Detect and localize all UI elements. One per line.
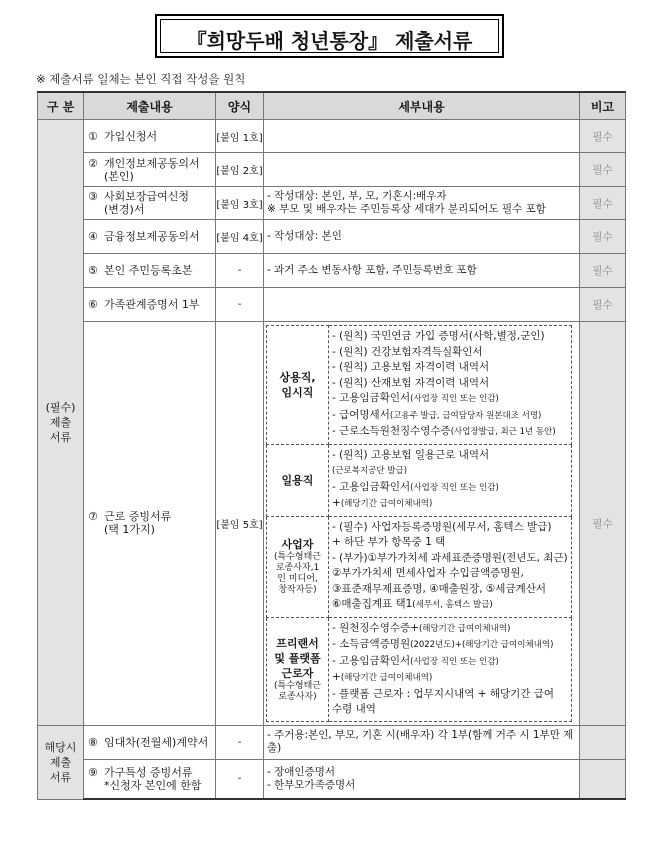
item-number: ⑨ — [88, 765, 98, 779]
work-group-label-cell — [267, 444, 329, 516]
work-group-items — [329, 444, 572, 516]
detail-cell — [264, 120, 580, 153]
item-name-cell — [84, 153, 216, 187]
work-item-line: - 소득금액증명원(2022년도)+(해당기간 급여이체내역) — [332, 638, 554, 650]
work-group-label: 사업자 — [281, 538, 314, 551]
remark-cell: 필수 — [580, 254, 626, 288]
form-cell: [붙임 2호] — [216, 153, 264, 187]
header-remark: 비고 — [580, 92, 626, 120]
detail-cell: - 주거용:본인, 부모, 기혼 시(배우자) 각 1부(함께 거주 시 1부만 제출) — [264, 725, 580, 759]
form-cell: [붙임 4호] — [216, 220, 264, 254]
table-header-row — [38, 92, 626, 120]
form-cell: [붙임 1호] — [216, 120, 264, 153]
work-item-line: ③표준재무제표증명, ④매출원장, ⑤세금계산서 — [332, 582, 547, 595]
category-required: (필수) 제출 서류 — [38, 120, 84, 726]
remark-cell: 필수 — [580, 120, 626, 153]
detail-cell — [264, 288, 580, 322]
item-number: ③ — [88, 190, 98, 203]
item-name-cell — [84, 759, 216, 799]
item-name-cell — [84, 187, 216, 220]
work-group-row — [267, 516, 572, 617]
work-item-line: - (필수) 사업자등록증명원(세무서, 홈텍스 발급) — [332, 520, 552, 533]
item-name-cell — [84, 322, 216, 726]
remark-cell: 필수 — [580, 187, 626, 220]
work-item-line: - (원칙) 고용보험 자격이력 내역서 — [332, 361, 490, 373]
detail-cell — [264, 153, 580, 187]
table-row — [38, 725, 626, 759]
item-name-cell — [84, 254, 216, 288]
table-row-work — [38, 322, 626, 726]
work-group-label-cell — [267, 326, 329, 445]
form-cell: - — [216, 759, 264, 799]
form-cell: - — [216, 254, 264, 288]
work-item-line: - 급여명세서(고용주 발급, 급여담당자 원본대조 서명) — [332, 408, 542, 421]
category-conditional: 해당시 제출 서류 — [38, 725, 84, 799]
header-detail: 세부내용 — [264, 92, 580, 120]
detail-cell: - 작성대상: 본인 — [264, 220, 580, 254]
detail-cell: - 작성대상: 본인, 부, 모, 기혼시:배우자 ※ 부모 및 배우자는 주민등록상 세대가 분리되어도 필수 포함 — [264, 187, 580, 220]
work-item-line: ②부가가치세 면세사업자 수입금액증명원, — [332, 567, 524, 579]
work-item-line: +(해당기간 급여이체내역) — [332, 497, 433, 509]
item-name: 본인 주민등록초본 — [104, 264, 193, 277]
item-name: 가구특성 증빙서류 *신청자 본인에 한함 — [104, 765, 202, 792]
form-cell: [붙임 5호] — [216, 322, 264, 726]
header-form: 양식 — [216, 92, 264, 120]
table-row — [38, 254, 626, 288]
page-title: 『희망두배 청년통장』 제출서류 — [186, 29, 473, 53]
item-number: ⑤ — [88, 264, 98, 277]
work-item-line: + 하단 부가 항목중 1 택 — [332, 536, 446, 548]
table-row — [38, 759, 626, 799]
work-group-sublabel: (특수형태근 로종사자,1 인 미디어, 창작자등) — [274, 552, 321, 595]
form-cell: [붙임 3호] — [216, 187, 264, 220]
remark-cell: 필수 — [580, 220, 626, 254]
work-group-items — [329, 516, 572, 617]
work-item-line: (근로복지공단 발급) — [332, 466, 408, 476]
remark-cell — [580, 759, 626, 799]
title-box — [155, 14, 504, 58]
remark-cell: 필수 — [580, 288, 626, 322]
item-number: ② — [88, 156, 98, 170]
work-item-line: - 원천징수영수증+(해당기간 급여이체내역) — [332, 621, 511, 634]
note-text: ※ 제출서류 일체는 본인 직접 작성을 원칙 — [36, 72, 246, 86]
table-row — [38, 220, 626, 254]
form-cell: - — [216, 725, 264, 759]
remark-cell: 필수 — [580, 322, 626, 726]
work-item-line: - 근로소득원천징수영수증(사업장발급, 최근 1년 동안) — [332, 425, 556, 437]
work-group-items — [329, 326, 572, 445]
work-item-line: - 플랫폼 근로자 : 업무지시내역 + 해당기간 급여 — [332, 687, 555, 700]
work-item-line: - (원칙) 건강보험자격득실확인서 — [332, 345, 483, 358]
work-item-line: - (원칙) 고용보험 일용근로 내역서 — [332, 448, 490, 461]
documents-table — [37, 91, 626, 800]
work-group-label: 프리랜서 및 플랫폼 근로자 — [274, 636, 321, 680]
work-item-line: - 고용임금확인서(사업장 직인 또는 인감) — [332, 654, 499, 667]
header-category: 구 분 — [38, 92, 84, 120]
work-item-line: - 고용임금확인서(사업장 직인 또는 인감) — [332, 480, 499, 493]
detail-cell: - 과거 주소 변동사항 포함, 주민등록번호 포함 — [264, 254, 580, 288]
item-name-cell — [84, 220, 216, 254]
work-group-label-cell — [267, 516, 329, 617]
work-item-line: - 고용임금확인서(사업장 직인 또는 인감) — [332, 392, 499, 404]
work-group-sublabel: (특수형태근 로종사자) — [274, 680, 321, 702]
item-number: ⑧ — [88, 735, 98, 749]
detail-cell: - 장애인증명서 - 한부모가족증명서 — [264, 759, 580, 799]
table-row — [38, 153, 626, 187]
work-group-row — [267, 326, 572, 445]
form-cell: - — [216, 288, 264, 322]
item-name: 금융정보제공동의서 — [104, 230, 200, 243]
work-item-line: +(해당기간 급여이체내역) — [332, 671, 433, 683]
item-name: 임대차(전월세)계약서 — [104, 735, 209, 749]
table-row — [38, 120, 626, 153]
work-group-row — [267, 444, 572, 516]
item-name-cell — [84, 725, 216, 759]
item-name: 개인정보제공동의서 (본인) — [104, 156, 200, 183]
work-item-line: 수령 내역 — [332, 703, 376, 715]
item-name-cell — [84, 288, 216, 322]
remark-cell: 필수 — [580, 153, 626, 187]
work-item-line: - (부가)①부가가치세 과세표준증명원(전년도, 최근) — [332, 551, 568, 564]
item-name-cell — [84, 120, 216, 153]
work-groups-table — [266, 325, 572, 722]
item-number: ④ — [88, 230, 98, 243]
work-group-row — [267, 617, 572, 721]
item-name: 가입신청서 — [104, 129, 158, 143]
work-group-label-cell — [267, 617, 329, 721]
item-number: ⑥ — [88, 298, 98, 311]
item-name: 사회보장급여신청 (변경)서 — [104, 190, 190, 216]
item-name: 근로 증빙서류 (택 1가지) — [104, 510, 172, 537]
work-group-items — [329, 617, 572, 721]
table-row — [38, 187, 626, 220]
item-number: ① — [88, 129, 98, 143]
header-item: 제출내용 — [84, 92, 216, 120]
table-row — [38, 288, 626, 322]
work-group-label: 상용직, 임시직 — [279, 370, 316, 399]
item-name: 가족관계증명서 1부 — [104, 298, 200, 311]
work-item-line: ⑥매출집계표 택1(세무서, 홈텍스 발급) — [332, 598, 493, 610]
work-item-line: - (원칙) 산재보험 자격이력 내역서 — [332, 376, 490, 389]
item-number: ⑦ — [88, 510, 98, 524]
remark-cell — [580, 725, 626, 759]
work-item-line: - (원칙) 국민연금 가입 증명서(사학,별정,군인) — [332, 330, 545, 342]
work-detail-cell — [264, 322, 580, 726]
work-group-label: 일용직 — [281, 473, 314, 487]
